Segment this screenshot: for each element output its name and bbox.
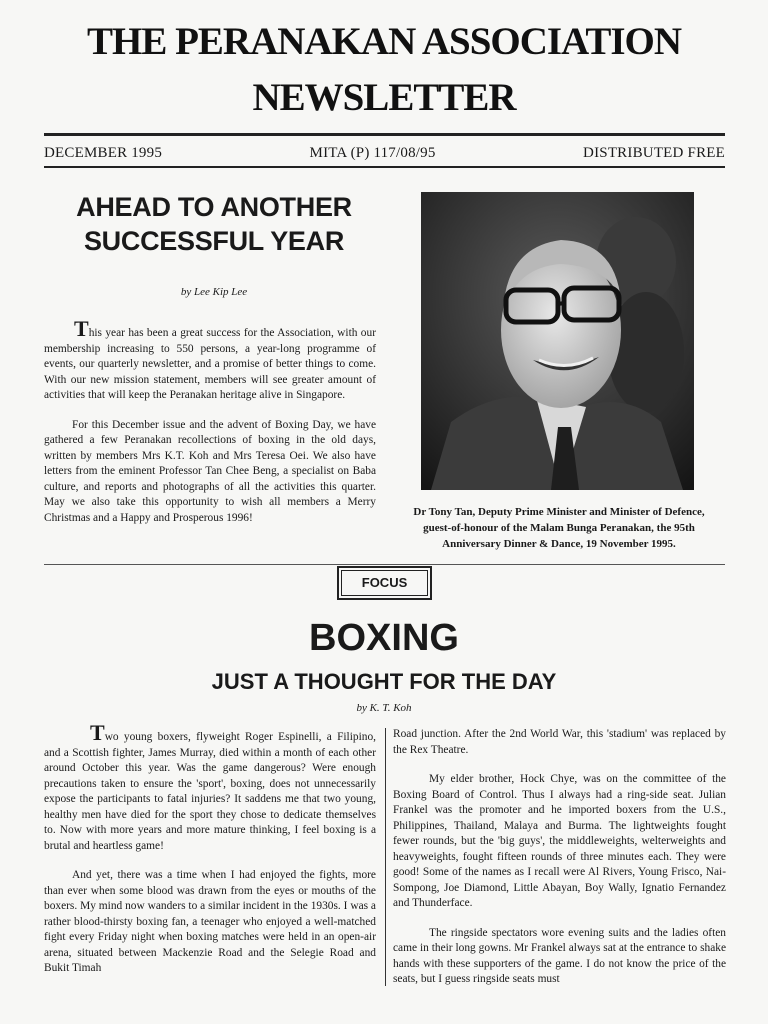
lead-headline-line2: SUCCESSFUL YEAR xyxy=(83,226,345,256)
caption-line-2: guest-of-honour of the Malam Bunga Peranakan, the 95th xyxy=(423,522,695,534)
issue-date: DECEMBER 1995 xyxy=(44,145,163,161)
lead-paragraph-1: This year has been a great success for the Association, with our membership increasing to 550 persons, a year-long programme of events, our quarterly newsletter, and a promise of better things to come. With our new mission statement, members will see greater amount of activities that will keep the Peranakan heritage alive in Singapore. xyxy=(44,316,376,401)
caption-line-1: Dr Tony Tan, Deputy Prime Minister and Minister of Defence, xyxy=(413,506,705,518)
feature-title: BOXING xyxy=(309,617,459,659)
distribution-note: DISTRIBUTED FREE xyxy=(583,145,725,161)
lead-article-body xyxy=(44,316,376,540)
caption-line-3: Anniversary Dinner & Dance, 19 November 1995. xyxy=(442,538,676,550)
feature-subtitle: JUST A THOUGHT FOR THE DAY xyxy=(211,669,557,694)
feature-left-paragraph-1: Two young boxers, flyweight Roger Espinelli, a Filipino, and a Scottish fighter, James Murray, died within a month of each other around October this year. Was the game dangerous? Were enough precautions taken to ensure the 'sport', boxing, does not unnecessarily expose the participants to fatal injuries? It saddens me that two young, healthy men have died for the sport they chose to dedicate themselves to. Now with more years and more mature thinking, I feel boxing is a brutal and heartless game! xyxy=(44,720,376,852)
feature-drop-cap: T xyxy=(90,720,105,745)
section-divider xyxy=(44,564,725,565)
lead-headline-line1: AHEAD TO ANOTHER xyxy=(76,192,352,222)
feature-byline: by K. T. Koh xyxy=(356,702,412,714)
feature-right-paragraph-1: Road junction. After the 2nd World War, this 'stadium' was replaced by the Rex Theatre. xyxy=(393,728,726,756)
masthead-rule-bottom xyxy=(44,166,725,168)
drop-cap: T xyxy=(74,316,89,341)
photo-caption xyxy=(392,504,726,552)
feature-right-paragraph-3: The ringside spectators wore evening suits and the ladies often came in their long gowns. Mr Frankel always sat at the entrance to shake hands with these supporters of the game. I do not know the price of the seats, but I guess ringside seats must xyxy=(393,926,726,985)
focus-label: FOCUS xyxy=(341,570,428,596)
portrait-photo xyxy=(421,192,694,490)
lead-paragraph-2: For this December issue and the advent of Boxing Day, we have gathered a few Peranakan recollections of boxing in the old days, written by members Mrs K.T. Koh and Mrs Teresa Oei. We also have letters from the eminent Professor Tan Chee Beng, a specialist on Baba culture, and reports and photographs of all the activities this quarter. May we also take this opportunity to wish all members a Merry Christmas and a Happy and Prosperous 1996! xyxy=(44,418,376,524)
masthead-title-line2: NEWSLETTER xyxy=(252,76,516,119)
masthead-rule-top xyxy=(44,133,725,136)
feature-column-right xyxy=(393,727,726,1002)
feature-left-paragraph-2: And yet, there was a time when I had enjoyed the fights, more than ever when some blood was drawn from the eyes or mouths of the boxers. My mind now wanders to a similar incident in the 1930s. I was a rather blood-thirsty boxing fan, a teenager who enjoyed a well-matched fight every Friday night when boxing matches were held in an open-air arena, situated between Mackenzie Road and the Selegie Road and Bukit Timah xyxy=(44,869,376,974)
dateline xyxy=(44,145,725,165)
feature-column-left xyxy=(44,720,376,991)
masthead-title-line1: THE PERANAKAN ASSOCIATION xyxy=(86,20,682,63)
lead-byline: by Lee Kip Lee xyxy=(180,286,248,298)
masthead xyxy=(0,18,768,122)
focus-label-box xyxy=(337,566,432,600)
mita-number: MITA (P) 117/08/95 xyxy=(309,145,436,161)
portrait-image xyxy=(421,192,694,490)
lead-headline xyxy=(44,190,384,258)
feature-right-paragraph-2: My elder brother, Hock Chye, was on the committee of the Boxing Board of Control. Thus I always had a ring-side seat. Julian Frankel was the promoter and he imported boxers from the U.S., Philippines, Thailand, Malaya and Burma. The lightweights fought fewer rounds, but the 'big guys', the middleweights, welterweights and heavyweights, fought fifteen rounds of three minutes each. They were good! Some of the names as I recall were Al Rivers, Young Frisco, Nai-Sompong, Joe Diamond, Little Abayan, Boy Wally, Ignatio Fernandez and Thunderface. xyxy=(393,773,726,909)
column-divider xyxy=(385,728,386,986)
